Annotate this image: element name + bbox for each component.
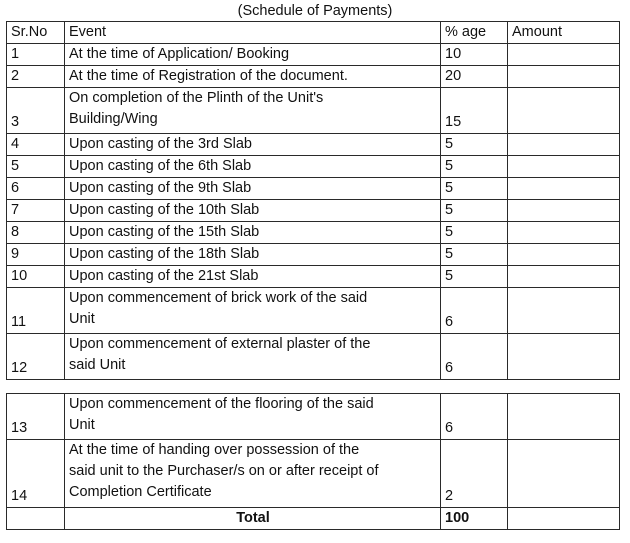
- table-row: [7, 222, 620, 244]
- table-row: [7, 156, 620, 178]
- row-event: [65, 394, 441, 440]
- row-sr-no: 13: [7, 394, 65, 440]
- row-percentage: 5: [441, 134, 508, 156]
- row-sr-no: 11: [7, 288, 65, 334]
- table-row: [7, 178, 620, 200]
- row-event: [65, 134, 441, 156]
- row-percentage: 5: [441, 222, 508, 244]
- row-event: [65, 440, 441, 508]
- row-amount: [508, 222, 620, 244]
- row-sr-no: 3: [7, 88, 65, 134]
- table-row: [7, 200, 620, 222]
- row-sr-no: 7: [7, 200, 65, 222]
- row-event-line: At the time of Application/ Booking: [69, 46, 290, 62]
- row-percentage: 5: [441, 156, 508, 178]
- row-event: [65, 244, 441, 266]
- row-percentage: 6: [441, 288, 508, 334]
- row-sr-no: 5: [7, 156, 65, 178]
- row-event-line: At the time of Registration of the document.: [69, 68, 348, 84]
- row-event-line: Completion Certificate: [69, 484, 212, 500]
- row-sr-no: 8: [7, 222, 65, 244]
- table-row: [7, 288, 620, 334]
- row-amount: [508, 178, 620, 200]
- row-amount: [508, 66, 620, 88]
- row-event: [65, 266, 441, 288]
- row-event-line: Upon commencement of external plaster of the: [69, 336, 371, 352]
- row-event-line: Upon casting of the 9th Slab: [69, 180, 252, 196]
- row-amount: [508, 44, 620, 66]
- row-event-line: said unit to the Purchaser/s on or after receipt of: [69, 463, 379, 479]
- row-event-line: Unit: [69, 311, 95, 327]
- row-sr-no: 4: [7, 134, 65, 156]
- row-amount: [508, 440, 620, 508]
- row-percentage: 6: [441, 394, 508, 440]
- row-event-line: Unit: [69, 417, 95, 433]
- row-amount: [508, 266, 620, 288]
- schedule-caption: (Schedule of Payments): [237, 3, 393, 19]
- row-sr-no: 6: [7, 178, 65, 200]
- row-percentage: 2: [441, 440, 508, 508]
- row-event: [65, 200, 441, 222]
- row-event-line: Upon commencement of the flooring of the said: [69, 396, 374, 412]
- row-sr-no: 2: [7, 66, 65, 88]
- row-event-line: said Unit: [69, 357, 126, 373]
- row-event: [65, 178, 441, 200]
- row-percentage: 10: [441, 44, 508, 66]
- total-row: [7, 508, 620, 530]
- row-event-line: Upon casting of the 15th Slab: [69, 224, 260, 240]
- row-event: [65, 44, 441, 66]
- row-percentage: 5: [441, 266, 508, 288]
- row-event-line: Upon casting of the 10th Slab: [69, 202, 260, 218]
- header-event: Event: [65, 22, 441, 44]
- row-sr-no: 14: [7, 440, 65, 508]
- row-amount: [508, 244, 620, 266]
- row-event-line: Building/Wing: [69, 111, 158, 127]
- table-row: [7, 394, 620, 440]
- table-row: [7, 334, 620, 380]
- row-percentage: 20: [441, 66, 508, 88]
- row-amount: [508, 88, 620, 134]
- row-event-line: Upon casting of the 21st Slab: [69, 268, 259, 284]
- row-amount: [508, 334, 620, 380]
- header-sr-no: Sr.No: [7, 22, 65, 44]
- table-row: [7, 44, 620, 66]
- table-row: [7, 440, 620, 508]
- header-amount: Amount: [508, 22, 620, 44]
- row-percentage: 5: [441, 178, 508, 200]
- row-event-line: Upon casting of the 3rd Slab: [69, 136, 252, 152]
- row-event-line: Upon commencement of brick work of the said: [69, 290, 368, 306]
- row-percentage: 5: [441, 244, 508, 266]
- row-sr-no: 12: [7, 334, 65, 380]
- total-sr-cell: [7, 508, 65, 530]
- row-amount: [508, 200, 620, 222]
- row-percentage: 15: [441, 88, 508, 134]
- row-event: [65, 288, 441, 334]
- payment-schedule-table-continued: [6, 393, 620, 530]
- row-sr-no: 1: [7, 44, 65, 66]
- table-row: [7, 266, 620, 288]
- row-event: [65, 88, 441, 134]
- row-event-line: On completion of the Plinth of the Unit's: [69, 90, 324, 106]
- row-amount: [508, 134, 620, 156]
- row-amount: [508, 394, 620, 440]
- total-label: Total: [65, 508, 441, 530]
- total-percentage: 100: [441, 508, 508, 530]
- row-event: [65, 222, 441, 244]
- row-percentage: 6: [441, 334, 508, 380]
- row-event: [65, 156, 441, 178]
- row-amount: [508, 156, 620, 178]
- table-row: [7, 134, 620, 156]
- row-event: [65, 66, 441, 88]
- row-percentage: 5: [441, 200, 508, 222]
- table-header-row: [7, 22, 620, 44]
- row-event: [65, 334, 441, 380]
- payment-schedule-table: [6, 21, 620, 380]
- row-sr-no: 9: [7, 244, 65, 266]
- header-percentage: % age: [441, 22, 508, 44]
- table-row: [7, 244, 620, 266]
- row-sr-no: 10: [7, 266, 65, 288]
- table-row: [7, 66, 620, 88]
- row-event-line: Upon casting of the 6th Slab: [69, 158, 252, 174]
- row-event-line: At the time of handing over possession of the: [69, 442, 360, 458]
- row-amount: [508, 288, 620, 334]
- row-event-line: Upon casting of the 18th Slab: [69, 246, 260, 262]
- table-row: [7, 88, 620, 134]
- total-amount: [508, 508, 620, 530]
